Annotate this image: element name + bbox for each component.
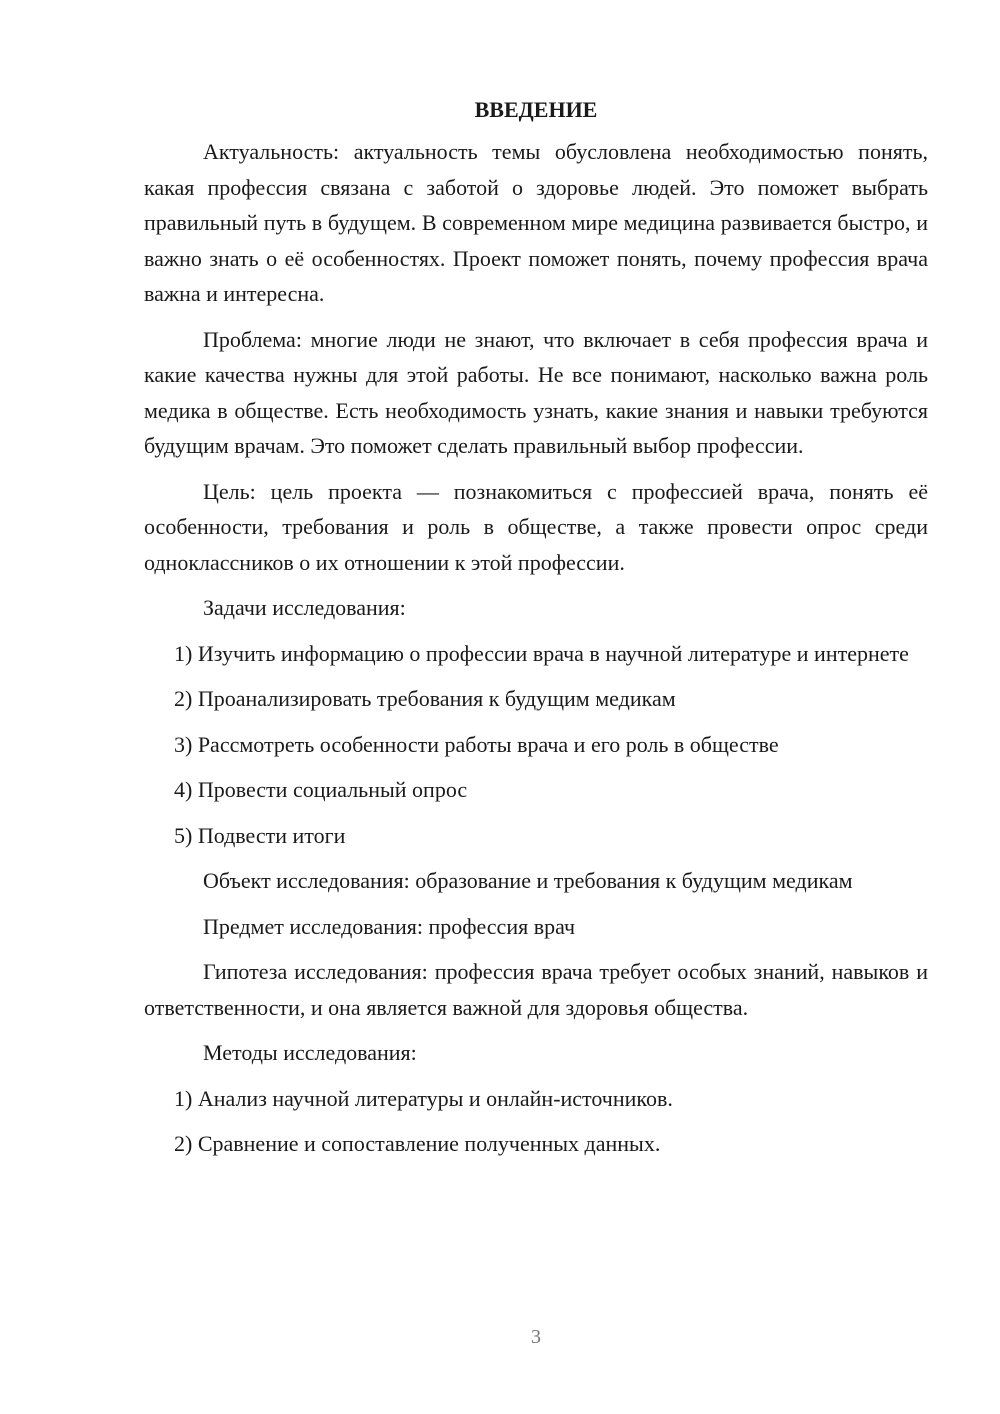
task-item-1: 1) Изучить информацию о профессии врача в научной литературе и интернете: [174, 640, 909, 666]
task-item-4: 4) Провести социальный опрос: [174, 777, 468, 802]
hypothesis-paragraph: Гипотеза исследования: профессия врача требует особых знаний, навыков и ответственности, и она является важной для здоровья общества.: [144, 959, 928, 1020]
goal-paragraph: Цель: цель проекта — познакомиться с профессией врача, понять её особенности, требования и роль в обществе, а также провести опрос среди одноклассников о их отношении к этой профессии.: [144, 478, 928, 575]
object-paragraph: Объект исследования: образование и требования к будущим медикам: [203, 868, 853, 893]
method-item-1: 1) Анализ научной литературы и онлайн-источников.: [174, 1085, 673, 1111]
problem-paragraph: Проблема: многие люди не знают, что включает в себя профессия врача и какие качества нужны для этой работы. Не все понимают, насколько важна роль медика в обществе. Есть необходимость узнать, какие знания и навыки требуются будущим врачам. Это поможет сделать правильный выбор профессии.: [144, 326, 928, 458]
task-item-3: 3) Рассмотреть особенности работы врача и его роль в обществе: [174, 731, 779, 757]
task-item-2: 2) Проанализировать требования к будущим медикам: [174, 686, 676, 711]
method-item-2: 2) Сравнение и сопоставление полученных данных.: [174, 1131, 661, 1156]
page-number: 3: [531, 1326, 541, 1348]
section-heading: ВВЕДЕНИЕ: [474, 97, 598, 122]
document-page: [144, 92, 928, 1172]
subject-paragraph: Предмет исследования: профессия врач: [203, 913, 576, 939]
tasks-title: Задачи исследования:: [203, 595, 406, 620]
task-item-5: 5) Подвести итоги: [174, 822, 346, 848]
methods-title: Методы исследования:: [203, 1040, 417, 1065]
relevance-paragraph: Актуальность: актуальность темы обусловлена необходимостью понять, какая профессия связана с заботой о здоровье людей. Это поможет выбрать правильный путь в будущем. В современном мире медицина развивается быстро, и важно знать о её особенностях. Проект поможет понять, почему профессия врача важна и интересна.: [144, 139, 928, 306]
